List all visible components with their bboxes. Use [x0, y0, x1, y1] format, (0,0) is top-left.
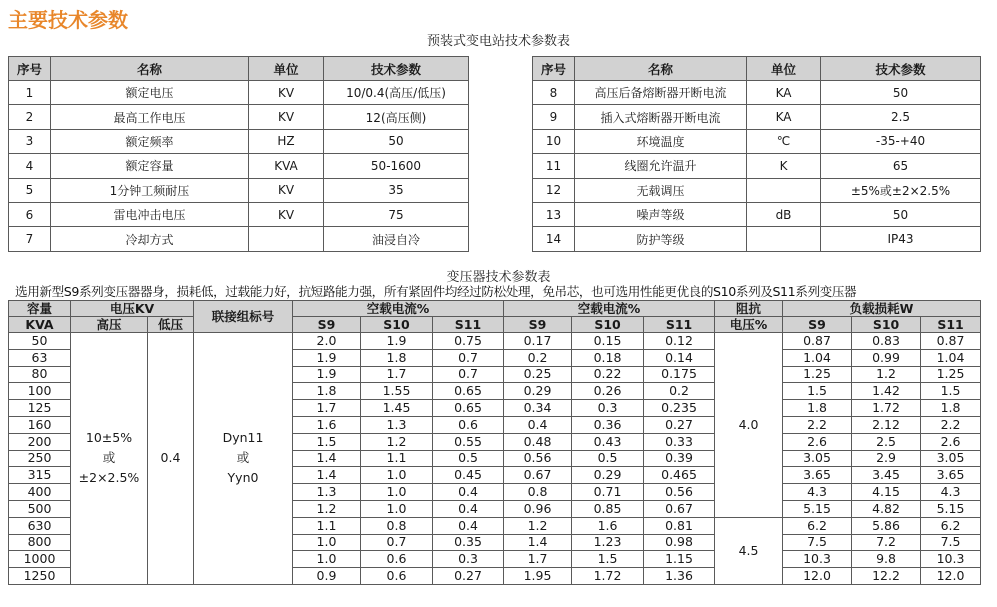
param-value: 2.5: [821, 105, 981, 129]
load-loss-s10: 1.72: [852, 400, 921, 417]
load-loss-s11: 1.5: [921, 383, 981, 400]
load-loss-s10: 5.86: [852, 517, 921, 534]
noload-current-s9: 1.2: [293, 500, 361, 517]
capacity-kva: 1000: [9, 551, 71, 568]
noload-current-s9: 2.0: [293, 333, 361, 350]
hv-voltage-line: 或: [102, 450, 116, 466]
noload-current-s10: 0.6: [361, 568, 433, 585]
capacity-kva: 80: [9, 366, 71, 383]
param-name: 线圈允许温升: [575, 154, 747, 178]
param-no: 9: [533, 105, 575, 129]
param-value: 50: [324, 129, 469, 153]
capacity-kva: 50: [9, 333, 71, 350]
load-loss-s11: 2.2: [921, 416, 981, 433]
noload-current-s10: 1.1: [361, 450, 433, 467]
header-hv: 高压: [71, 317, 148, 333]
load-loss-s11: 3.65: [921, 467, 981, 484]
params-row: [533, 105, 981, 129]
noload-loss-s9: 0.56: [504, 450, 572, 467]
noload-current-s9: 1.5: [293, 433, 361, 450]
noload-loss-s9: 0.29: [504, 383, 572, 400]
params-row: [533, 202, 981, 226]
noload-loss-s10: 0.29: [572, 467, 644, 484]
capacity-kva: 160: [9, 416, 71, 433]
noload-loss-s10: 0.43: [572, 433, 644, 450]
param-name: 环境温度: [575, 129, 747, 153]
load-loss-s9: 10.3: [783, 551, 852, 568]
param-unit: [747, 178, 821, 202]
param-value: 50: [821, 202, 981, 226]
noload-current-s9: 1.3: [293, 484, 361, 501]
load-loss-s11: 1.8: [921, 400, 981, 417]
noload-loss-s10: 0.71: [572, 484, 644, 501]
noload-current-s11: 0.4: [433, 517, 504, 534]
load-loss-s10: 2.5: [852, 433, 921, 450]
capacity-kva: 400: [9, 484, 71, 501]
noload-loss-s10: 1.6: [572, 517, 644, 534]
noload-current-s10: 1.7: [361, 366, 433, 383]
noload-loss-s9: 0.17: [504, 333, 572, 350]
capacity-kva: 630: [9, 517, 71, 534]
header-lv: 低压: [148, 317, 194, 333]
noload-current-s9: 1.6: [293, 416, 361, 433]
param-unit: KA: [747, 105, 821, 129]
header-s9: S9: [783, 317, 852, 333]
header-name: 名称: [51, 57, 249, 81]
noload-loss-s11: 0.98: [644, 534, 715, 551]
load-loss-s10: 2.12: [852, 416, 921, 433]
load-loss-s9: 0.87: [783, 333, 852, 350]
noload-loss-s11: 1.15: [644, 551, 715, 568]
header-s10: S10: [852, 317, 921, 333]
header-value: 技术参数: [821, 57, 981, 81]
param-name: 无载调压: [575, 178, 747, 202]
header-s10: S10: [572, 317, 644, 333]
noload-loss-s9: 0.96: [504, 500, 572, 517]
noload-current-s10: 1.45: [361, 400, 433, 417]
load-loss-s9: 4.3: [783, 484, 852, 501]
noload-current-s11: 0.7: [433, 349, 504, 366]
load-loss-s11: 7.5: [921, 534, 981, 551]
param-name: 防护等级: [575, 227, 747, 251]
load-loss-s11: 1.25: [921, 366, 981, 383]
params-row: [9, 202, 469, 226]
params-row: [9, 81, 469, 105]
load-loss-s11: 6.2: [921, 517, 981, 534]
capacity-kva: 315: [9, 467, 71, 484]
load-loss-s11: 10.3: [921, 551, 981, 568]
noload-loss-s10: 0.15: [572, 333, 644, 350]
param-no: 6: [9, 202, 51, 226]
noload-current-s10: 1.8: [361, 349, 433, 366]
noload-loss-s11: 0.12: [644, 333, 715, 350]
noload-loss-s10: 0.26: [572, 383, 644, 400]
noload-loss-s10: 0.36: [572, 416, 644, 433]
params-row: [533, 81, 981, 105]
load-loss-s10: 9.8: [852, 551, 921, 568]
load-loss-s9: 7.5: [783, 534, 852, 551]
params-row: [533, 154, 981, 178]
load-loss-s9: 3.65: [783, 467, 852, 484]
param-unit: [249, 227, 324, 251]
noload-current-s10: 1.0: [361, 500, 433, 517]
param-value: 75: [324, 202, 469, 226]
param-name: 插入式熔断器开断电流: [575, 105, 747, 129]
noload-current-s9: 1.9: [293, 366, 361, 383]
hv-voltage-cell: [71, 333, 148, 585]
transformer-header-row-1: [9, 301, 981, 317]
group-line: Yyn0: [227, 470, 259, 486]
load-loss-s9: 6.2: [783, 517, 852, 534]
load-loss-s11: 12.0: [921, 568, 981, 585]
load-loss-s10: 4.15: [852, 484, 921, 501]
load-loss-s9: 2.2: [783, 416, 852, 433]
header-no: 序号: [9, 57, 51, 81]
noload-loss-s11: 0.56: [644, 484, 715, 501]
noload-loss-s11: 0.465: [644, 467, 715, 484]
noload-loss-s10: 0.22: [572, 366, 644, 383]
load-loss-s9: 1.8: [783, 400, 852, 417]
noload-current-s9: 1.4: [293, 467, 361, 484]
noload-current-s9: 1.0: [293, 551, 361, 568]
load-loss-s10: 1.42: [852, 383, 921, 400]
noload-current-s11: 0.4: [433, 484, 504, 501]
param-no: 4: [9, 154, 51, 178]
noload-loss-s9: 1.4: [504, 534, 572, 551]
header-name: 名称: [575, 57, 747, 81]
param-value: 10/0.4(高压/低压): [324, 81, 469, 105]
noload-loss-s11: 0.14: [644, 349, 715, 366]
param-no: 12: [533, 178, 575, 202]
noload-current-s11: 0.75: [433, 333, 504, 350]
noload-current-s11: 0.65: [433, 383, 504, 400]
noload-current-s11: 0.5: [433, 450, 504, 467]
params-row: [9, 227, 469, 251]
params-row: [9, 105, 469, 129]
noload-loss-s9: 0.34: [504, 400, 572, 417]
params-row: [9, 178, 469, 202]
noload-loss-s10: 1.5: [572, 551, 644, 568]
param-unit: KV: [249, 81, 324, 105]
group-line: 或: [236, 450, 250, 466]
noload-current-s11: 0.65: [433, 400, 504, 417]
capacity-kva: 63: [9, 349, 71, 366]
param-unit: K: [747, 154, 821, 178]
noload-current-s9: 1.9: [293, 349, 361, 366]
params-row: [533, 227, 981, 251]
noload-current-s10: 1.2: [361, 433, 433, 450]
header-s11: S11: [433, 317, 504, 333]
noload-current-s9: 1.8: [293, 383, 361, 400]
noload-loss-s10: 0.85: [572, 500, 644, 517]
param-unit: [747, 227, 821, 251]
header-impedance: 阻抗: [715, 301, 783, 317]
header-s9: S9: [293, 317, 361, 333]
param-no: 1: [9, 81, 51, 105]
header-noload-loss: 空载电流%: [504, 301, 715, 317]
param-unit: KV: [249, 178, 324, 202]
header-s9: S9: [504, 317, 572, 333]
param-no: 8: [533, 81, 575, 105]
noload-loss-s11: 0.2: [644, 383, 715, 400]
capacity-kva: 100: [9, 383, 71, 400]
header-noload-current: 空载电流%: [293, 301, 504, 317]
params-row: [533, 129, 981, 153]
noload-loss-s11: 0.27: [644, 416, 715, 433]
param-no: 7: [9, 227, 51, 251]
noload-current-s9: 1.1: [293, 517, 361, 534]
noload-current-s9: 1.4: [293, 450, 361, 467]
param-value: 油浸自冷: [324, 227, 469, 251]
noload-loss-s9: 0.67: [504, 467, 572, 484]
noload-loss-s11: 1.36: [644, 568, 715, 585]
noload-loss-s10: 1.23: [572, 534, 644, 551]
param-value: 12(高压侧): [324, 105, 469, 129]
param-no: 3: [9, 129, 51, 153]
noload-loss-s9: 0.25: [504, 366, 572, 383]
params-row: [533, 178, 981, 202]
hv-voltage-line: 10±5%: [85, 430, 133, 446]
noload-loss-s9: 0.48: [504, 433, 572, 450]
param-no: 11: [533, 154, 575, 178]
params-header-row: [533, 57, 981, 81]
noload-current-s9: 1.7: [293, 400, 361, 417]
header-load-loss: 负载损耗W: [783, 301, 981, 317]
transformer-table: [8, 300, 981, 585]
param-unit: ℃: [747, 129, 821, 153]
noload-loss-s10: 0.5: [572, 450, 644, 467]
load-loss-s11: 1.04: [921, 349, 981, 366]
noload-loss-s9: 1.2: [504, 517, 572, 534]
load-loss-s9: 1.5: [783, 383, 852, 400]
load-loss-s9: 12.0: [783, 568, 852, 585]
load-loss-s9: 2.6: [783, 433, 852, 450]
capacity-kva: 500: [9, 500, 71, 517]
header-capacity-line1: 容量: [26, 300, 52, 316]
param-name: 噪声等级: [575, 202, 747, 226]
param-unit: KV: [249, 105, 324, 129]
noload-current-s9: 0.9: [293, 568, 361, 585]
load-loss-s10: 3.45: [852, 467, 921, 484]
noload-loss-s9: 0.4: [504, 416, 572, 433]
param-value: 50-1600: [324, 154, 469, 178]
param-unit: HZ: [249, 129, 324, 153]
noload-current-s11: 0.7: [433, 366, 504, 383]
noload-current-s11: 0.45: [433, 467, 504, 484]
load-loss-s9: 1.25: [783, 366, 852, 383]
noload-current-s11: 0.4: [433, 500, 504, 517]
page-title: 主要技术参数: [8, 8, 128, 32]
param-unit: KVA: [249, 154, 324, 178]
noload-loss-s11: 0.235: [644, 400, 715, 417]
load-loss-s9: 1.04: [783, 349, 852, 366]
load-loss-s10: 0.99: [852, 349, 921, 366]
param-no: 2: [9, 105, 51, 129]
noload-current-s10: 1.0: [361, 467, 433, 484]
noload-current-s11: 0.3: [433, 551, 504, 568]
noload-current-s11: 0.27: [433, 568, 504, 585]
param-value: 65: [821, 154, 981, 178]
header-voltage: 电压KV: [71, 301, 194, 317]
noload-loss-s10: 0.18: [572, 349, 644, 366]
param-name: 冷却方式: [51, 227, 249, 251]
noload-current-s9: 1.0: [293, 534, 361, 551]
noload-loss-s10: 1.72: [572, 568, 644, 585]
param-unit: dB: [747, 202, 821, 226]
params-row: [9, 154, 469, 178]
load-loss-s10: 0.83: [852, 333, 921, 350]
capacity-kva: 200: [9, 433, 71, 450]
param-no: 14: [533, 227, 575, 251]
group-line: Dyn11: [222, 430, 264, 446]
param-value: -35-+40: [821, 129, 981, 153]
capacity-kva: 1250: [9, 568, 71, 585]
param-value: 50: [821, 81, 981, 105]
param-name: 高压后备熔断器开断电流: [575, 81, 747, 105]
capacity-kva: 125: [9, 400, 71, 417]
noload-loss-s11: 0.67: [644, 500, 715, 517]
load-loss-s11: 5.15: [921, 500, 981, 517]
capacity-kva: 800: [9, 534, 71, 551]
transformer-note: 选用新型S9系列变压器器身，损耗低，过载能力好，抗短路能力强，所有紧固件均经过防松处理，免吊芯，也可选用性能更优良的S10系列及S11系列变压器: [15, 284, 857, 299]
param-name: 雷电冲击电压: [51, 202, 249, 226]
noload-loss-s9: 1.7: [504, 551, 572, 568]
param-name: 最高工作电压: [51, 105, 249, 129]
noload-loss-s9: 0.2: [504, 349, 572, 366]
param-no: 5: [9, 178, 51, 202]
param-value: 35: [324, 178, 469, 202]
header-impedance-unit: 电压%: [715, 317, 783, 333]
header-value: 技术参数: [324, 57, 469, 81]
hv-voltage-line: ±2×2.5%: [78, 470, 140, 486]
header-s10: S10: [361, 317, 433, 333]
transformer-header-row-2: [9, 317, 981, 333]
noload-loss-s9: 0.8: [504, 484, 572, 501]
noload-loss-s11: 0.175: [644, 366, 715, 383]
noload-current-s11: 0.55: [433, 433, 504, 450]
noload-current-s10: 1.55: [361, 383, 433, 400]
param-name: 额定容量: [51, 154, 249, 178]
header-capacity-unit: KVA: [9, 317, 71, 333]
load-loss-s11: 2.6: [921, 433, 981, 450]
params-table-right: [532, 56, 981, 252]
param-unit: KA: [747, 81, 821, 105]
param-value: ±5%或±2×2.5%: [821, 178, 981, 202]
transformer-table-title: 变压器技术参数表: [446, 270, 551, 285]
header-unit: 单位: [747, 57, 821, 81]
noload-loss-s11: 0.81: [644, 517, 715, 534]
noload-current-s10: 1.9: [361, 333, 433, 350]
load-loss-s10: 1.2: [852, 366, 921, 383]
load-loss-s11: 3.05: [921, 450, 981, 467]
param-value: IP43: [821, 227, 981, 251]
header-capacity: [9, 301, 71, 317]
param-name: 额定电压: [51, 81, 249, 105]
impedance-cell: 4.0: [715, 333, 783, 518]
params-row: [9, 129, 469, 153]
noload-loss-s9: 1.95: [504, 568, 572, 585]
impedance-cell: 4.5: [715, 517, 783, 584]
load-loss-s10: 2.9: [852, 450, 921, 467]
noload-current-s10: 0.6: [361, 551, 433, 568]
transformer-row: [9, 333, 981, 350]
param-unit: KV: [249, 202, 324, 226]
params-table-left: [8, 56, 469, 252]
lv-voltage-cell: 0.4: [148, 333, 194, 585]
load-loss-s11: 4.3: [921, 484, 981, 501]
header-s11: S11: [921, 317, 981, 333]
load-loss-s11: 0.87: [921, 333, 981, 350]
param-name: 额定频率: [51, 129, 249, 153]
noload-loss-s11: 0.39: [644, 450, 715, 467]
noload-current-s11: 0.35: [433, 534, 504, 551]
params-header-row: [9, 57, 469, 81]
noload-loss-s11: 0.33: [644, 433, 715, 450]
load-loss-s10: 4.82: [852, 500, 921, 517]
noload-current-s11: 0.6: [433, 416, 504, 433]
load-loss-s10: 12.2: [852, 568, 921, 585]
noload-current-s10: 1.3: [361, 416, 433, 433]
group-cell: [194, 333, 293, 585]
header-group: 联接组标号: [194, 301, 293, 333]
noload-current-s10: 0.7: [361, 534, 433, 551]
header-unit: 单位: [249, 57, 324, 81]
load-loss-s9: 3.05: [783, 450, 852, 467]
param-name: 1分钟工频耐压: [51, 178, 249, 202]
load-loss-s9: 5.15: [783, 500, 852, 517]
params-table-title: 预装式变电站技术参数表: [426, 34, 570, 49]
load-loss-s10: 7.2: [852, 534, 921, 551]
header-no: 序号: [533, 57, 575, 81]
noload-current-s10: 1.0: [361, 484, 433, 501]
capacity-kva: 250: [9, 450, 71, 467]
param-no: 13: [533, 202, 575, 226]
header-s11: S11: [644, 317, 715, 333]
noload-loss-s10: 0.3: [572, 400, 644, 417]
param-no: 10: [533, 129, 575, 153]
noload-current-s10: 0.8: [361, 517, 433, 534]
